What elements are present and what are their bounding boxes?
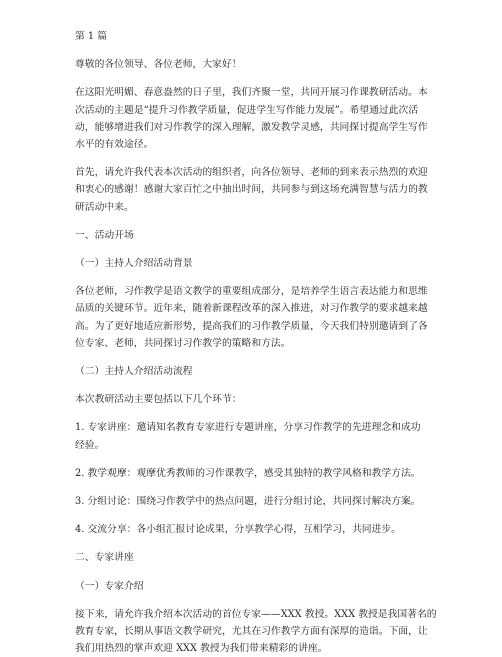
page-label: 第 1 篇	[75, 31, 108, 42]
paragraph-welcome: 首先，请允许我代表本次活动的组织者，向各位领导、老师的到来表示热烈的欢迎 和衷心的感谢！感谢大家百忙之中抽出时间，共同参与到这场充满智慧与活力的教 研活动中来。	[75, 167, 428, 213]
paragraph-background: 各位老师，习作教学是语文教学的重要组成部分，是培养学生语言表达能力和思维 品质的关键环节。近年来，随着新课程改革的深入推进，对习作教学的要求越来越 高。为了更好地适应新形势，提高我们的习作教学质量，今天我们特别邀请到了各 位专家、老师，共同探讨习作教学的策略和方法。	[75, 286, 428, 349]
list-item: 2. 教学观摩：观摩优秀教师的习作课教学，感受其独特的教学风格和教学方法。	[75, 467, 421, 479]
list-item: 4. 交流分享：各小组汇报讨论成果，分享教学心得，互相学习，共同进步。	[75, 524, 401, 536]
subheading-background: （一）主持人介绍活动背景	[75, 258, 193, 270]
section-heading-lecture: 二、专家讲座	[75, 552, 134, 564]
subheading-expert: （一）专家介绍	[75, 580, 144, 592]
paragraph-process-intro: 本次教研活动主要包括以下几个环节：	[75, 394, 242, 406]
paragraph-expert: 接下来，请允许我介绍本次活动的首位专家——XXX 教授。XXX 教授是我国著名的 教育专家，长期从事语文教学研究，尤其在习作教学方面有深厚的造诣。下面，让 我们用热烈的掌声欢迎 XXX 教授为我们带来精彩的讲座。	[75, 608, 437, 655]
paragraph-intro: 在这阳光明媚、春意盎然的日子里，我们齐聚一堂，共同开展习作课教研活动。本 次活动的主题是“提升习作教学质量，促进学生写作能力发展”。希望通过此次活 动，能够增进我们对习作教学的深入理解，激发教学灵感，共同探讨提高学生写作 水平的有效途径。	[75, 87, 428, 151]
subheading-process: （二）主持人介绍活动流程	[75, 366, 193, 378]
list-item: 1. 专家讲座：邀请知名教育专家进行专题讲座，分享习作教学的先进理念和成功 经验。	[75, 422, 421, 451]
list-item: 3. 分组讨论：围绕习作教学中的热点问题，进行分组讨论，共同探讨解决方案。	[75, 496, 421, 508]
section-heading-opening: 一、活动开场	[75, 229, 134, 241]
greeting: 尊敬的各位领导、各位老师，大家好！	[75, 59, 242, 71]
